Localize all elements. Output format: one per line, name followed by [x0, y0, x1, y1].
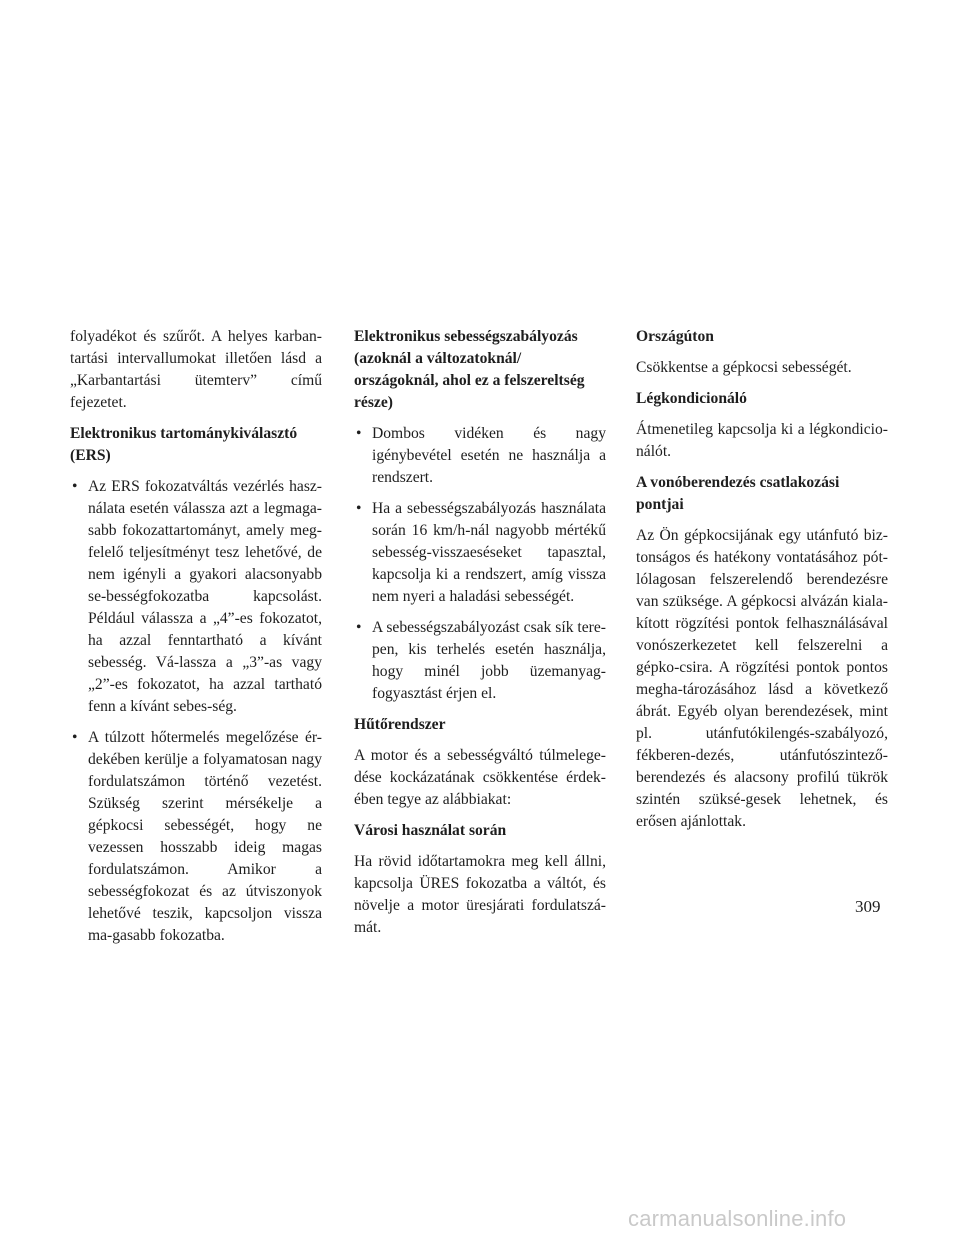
ers-heading: Elektronikus tartománykiválasztó (ERS): [70, 425, 298, 464]
ers-bullet-2: • A túlzott hőtermelés megelőzése ér-dekében kerülje a folyamatosan nagy fordulatszámon történő vezetést. Szükség szerint mérsékelje a gépkocsi sebességét, hogy ne vezessen hosszabb ideig magas fordulatszámon. Amikor a sebességfokozat és az útviszonyok lehetővé teszik, kapcsoljon vissza ma-gasabb fokozatba.: [70, 727, 322, 947]
ers-bullet-list: [70, 476, 322, 947]
ac-paragraph: Átmenetileg kapcsolja ki a légkondicio-nálót.: [636, 421, 888, 460]
highway-heading: Országúton: [636, 328, 714, 345]
column-left: [70, 326, 322, 956]
cruise-bullet-2: • Ha a sebességszabályozás használata során 16 km/h-nál nagyobb mértékű sebesség-visszaeséseket tapasztal, kapcsolja ki a rendszert, amíg vissza nem nyeri a haladási sebességét.: [354, 498, 606, 608]
ers-bullet-1: • Az ERS fokozatváltás vezérlés hasz-nálata esetén válassza azt a legmaga-sabb fokozattartományt, amely meg-felelő teljesítményt tesz lehetővé, de nem igényli a gyakori alacsonyabb se-bességfokozatba kapcsolást. Például válassza a „4”-es fokozatot, ha azzal fenntartható a kívánt sebesség. Vá-lassza a „3”-as vagy „2”-es fokozatot, ha azzal tartható fenn a kívánt sebes-ség.: [70, 476, 322, 718]
page-number: 309: [855, 897, 881, 916]
highway-paragraph: Csökkentse a gépkocsi sebességét.: [636, 359, 852, 376]
cruise-bullet-1: • Dombos vidéken és nagy igénybevétel esetén ne használja a rendszert.: [354, 423, 606, 489]
city-heading: Városi használat során: [354, 822, 507, 839]
cooling-paragraph: A motor és a sebességváltó túlmelege-dése kockázatának csökkentése érdek-ében tegye az alábbiakat:: [354, 747, 606, 808]
hitch-paragraph: Az Ön gépkocsijának egy utánfutó biz-tonságos és hatékony vontatásához pót-lólagosan felszerelendő berendezésre van szüksége. A gépkocsi alvázán kiala-kított rögzítési pontok felhasználásával vonószerkezetet kell felszerelni a gépko-csira. A rögzítési pontok pontos megha-tározásához lásd a következő ábrát. Egyéb olyan berendezések, mint pl. utánfutókilengés-szabályozó, fékberen-dezés, utánfutószintező-berendezés és alacsony profilú tükrök szintén szüksé-gesek lehetnek, és erősen ajánlottak.: [636, 527, 888, 830]
cruise-bullet-3: • A sebességszabályozást csak sík tere-pen, kis terhelés esetén használja, hogy minél jobb üzemanyag-fogyasztást érjen el.: [354, 617, 606, 705]
column-right: [636, 326, 888, 842]
cooling-heading: Hűtőrendszer: [354, 716, 446, 733]
hitch-heading: A vonóberendezés csatlakozási pontjai: [636, 474, 840, 513]
ac-heading: Légkondicionáló: [636, 390, 747, 407]
city-paragraph: Ha rövid időtartamokra meg kell állni, kapcsolja ÜRES fokozatba a váltót, és növelje a motor üresjárati fordulatszá-mát.: [354, 853, 606, 936]
cruise-control-heading: Elektronikus sebességszabályozás (azoknál a változatoknál/ országoknál, ahol ez a felszereltség része): [354, 328, 585, 411]
column-middle: [354, 326, 606, 948]
watermark-text: carmanualsonline.info: [628, 1206, 847, 1231]
intro-paragraph: folyadékot és szűrőt. A helyes karban-tartási intervallumokat illetően lásd a „Karbantartási ütemterv” című fejezetet.: [70, 328, 322, 411]
cruise-bullet-list: [354, 423, 606, 705]
